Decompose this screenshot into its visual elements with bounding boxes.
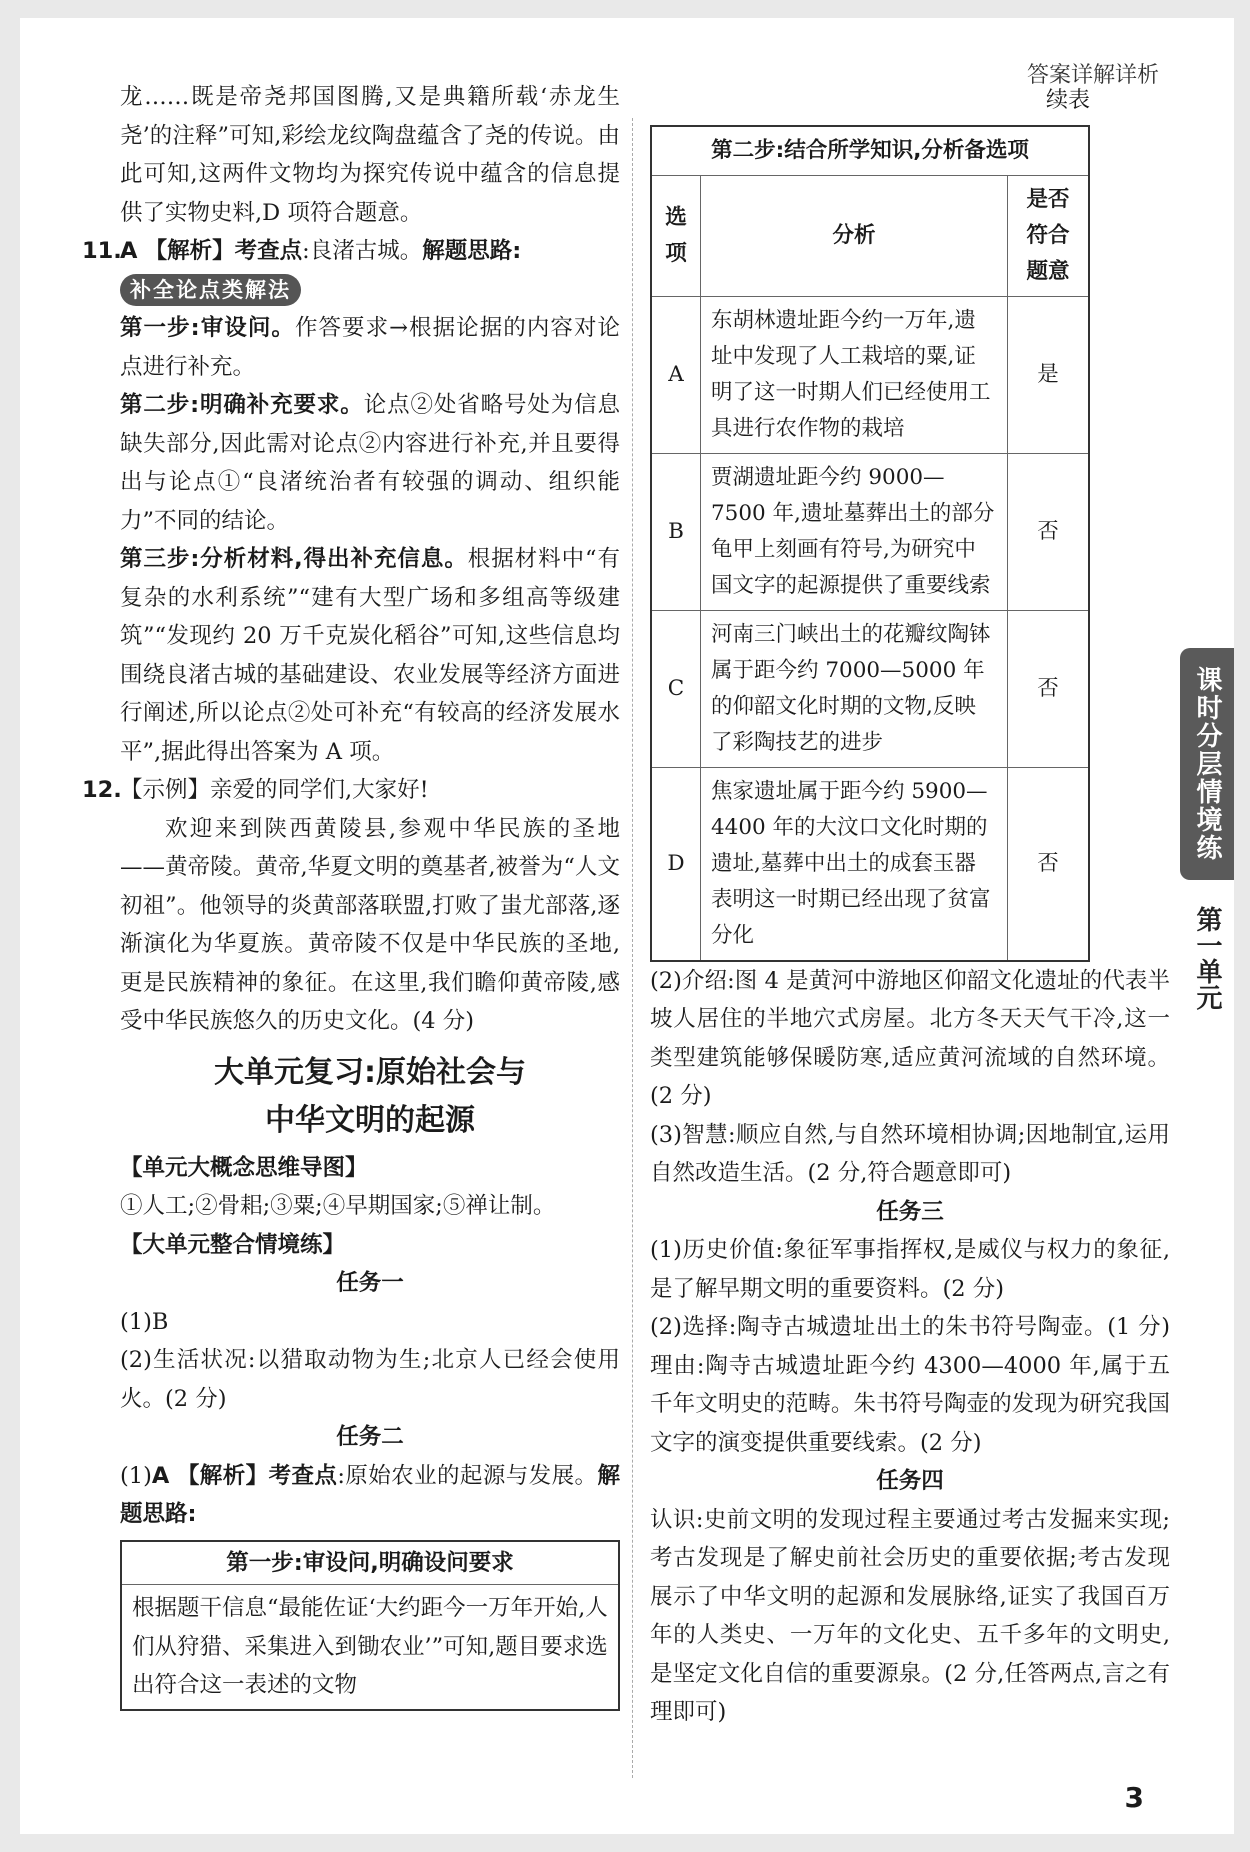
q11-step2-text: 论点②处省略号处为信息缺失部分,因此需对论点②内容进行补充,并且要得出与论点①“良渚统治者有较强的调动、组织能力”不同的结论。: [120, 392, 620, 534]
page-number: 3: [1124, 1781, 1144, 1814]
task2-kp-label: 考查点: [268, 1462, 338, 1489]
step1-box-body: 根据题干信息“最能佐证‘大约距今一万年开始,人们从狩猎、采集进入到锄农业’”可知,题目要求选出符合这一表述的文物: [132, 1595, 608, 1698]
row-option: D: [651, 767, 701, 961]
task3-title: 任务三: [876, 1198, 944, 1225]
q12-line1: [82, 771, 620, 810]
q11-step3-text: 根据材料中“有复杂的水利系统”“建有大型广场和多组高等级建筑”“发现约 20 万千克炭化稻谷”可知,这些信息均围绕良渚古城的基础建设、农业发展等经济方面进行阐述,所以论点②处可补充“有较高的经济发展水平”,据此得出答案为 A 项。: [120, 546, 620, 765]
task1-a2: (2)生活状况:以猎取动物为生;北京人已经会使用火。(2 分): [120, 1347, 620, 1412]
task2-title: 任务二: [336, 1424, 404, 1450]
review-title-line2: 中华文明的起源: [265, 1102, 475, 1138]
col-result: 是否符合题意: [1008, 175, 1090, 296]
row-result: 否: [1008, 767, 1090, 961]
task4-a1: 认识:史前文明的发现过程主要通过考古发掘来实现;考古发现是了解史前社会历史的重要依据;考古发现展示了中华文明的起源和发展脉络,证实了我国百万年的人类史、一万年的文化史、五千多年的文明史,是坚定文化自信的重要源泉。(2 分,任答两点,言之有理即可): [650, 1506, 1170, 1725]
q12-body: 欢迎来到陕西黄陵县,参观中华民族的圣地——黄帝陵。黄帝,华夏文明的奠基者,被誉为“人文初祖”。他领导的炎黄部落联盟,打败了蚩尤部落,逐渐演化为华夏族。黄帝陵不仅是中华民族的圣地,更是民族精神的象征。在这里,我们瞻仰黄帝陵,感受中华民族悠久的历史文化。(4 分): [120, 815, 620, 1034]
method-pill: 补全论点类解法: [120, 274, 301, 306]
task3-a2: (2)选择:陶寺古城遗址出土的朱书符号陶壶。(1 分)理由:陶寺古城遗址距今约 4300—4000 年,属于五千年文明史的范畴。朱书符号陶壶的发现为研究我国文字的演变提供重要线索。(2 分): [650, 1314, 1170, 1456]
q11-answer: A: [120, 238, 138, 264]
column-divider: [632, 118, 633, 1778]
task4-title: 任务四: [876, 1468, 944, 1494]
header-title: 答案详解详析: [1026, 63, 1159, 88]
mindmap-label: 【单元大概念思维导图】: [120, 1154, 368, 1181]
right-column: [650, 82, 1170, 1732]
q11-step3-label: 第三步:分析材料,得出补充信息。: [120, 546, 468, 572]
method-pill-row: [120, 271, 620, 310]
q11-step1: [120, 309, 620, 386]
table-step-head: 第二步:结合所学知识,分析备选项: [651, 126, 1089, 176]
q12-number: 12.: [82, 777, 122, 803]
task2-a1-prefix: (1): [120, 1462, 152, 1489]
task2-a1-tag: 【解析】: [176, 1462, 269, 1489]
side-unit: 第一单元: [1192, 906, 1222, 1010]
table-row: [651, 296, 1089, 453]
q11-step1-text: 作答要求→根据论据的内容对论点进行补充。: [120, 315, 620, 380]
q11-step2: [120, 386, 620, 540]
q11-path-label: 解题思路:: [422, 238, 522, 264]
q11-tag: 【解析】: [144, 238, 235, 264]
col-option: 选项: [651, 175, 701, 296]
analysis-table: [650, 125, 1090, 962]
col-analysis: 分析: [701, 175, 1008, 296]
row-analysis: 河南三门峡出土的花瓣纹陶钵属于距今约 7000—5000 年的仰韶文化时期的文物,反映了彩陶技艺的进步: [701, 610, 1008, 767]
row-option: C: [651, 610, 701, 767]
left-column: [82, 78, 620, 1711]
q11-step2-label: 第二步:明确补充要求。: [120, 392, 364, 418]
page: [20, 18, 1234, 1834]
row-analysis: 贾湖遗址距今约 9000—7500 年,遗址墓葬出土的部分龟甲上刻画有符号,为研究中国文字的起源提供了重要线索: [701, 453, 1008, 610]
task2-a1: [120, 1457, 620, 1534]
q11-step3: [120, 540, 620, 771]
q11-kp-label: 考查点: [234, 238, 303, 264]
row-result: 否: [1008, 610, 1090, 767]
row-option: B: [651, 453, 701, 610]
side-tab: 课时分层情境练: [1180, 648, 1234, 880]
q11-kp: :良渚古城。: [302, 238, 423, 264]
row-analysis: 焦家遗址属于距今约 5900—4400 年的大汶口文化时期的遗址,墓葬中出土的成套玉器表明这一时期已经出现了贫富分化: [701, 767, 1008, 961]
task2-a3: (3)智慧:顺应自然,与自然环境相协调;因地制宜,运用自然改造生活。(2 分,符合题意即可): [650, 1121, 1170, 1186]
row-result: 否: [1008, 453, 1090, 610]
task2-a2: (2)介绍:图 4 是黄河中游地区仰韶文化遗址的代表半坡人居住的半地穴式房屋。北方冬天天气干冷,这一类型建筑能够保暖防寒,适应黄河流域的自然环境。(2 分): [650, 967, 1170, 1109]
step1-box-head: 第一步:审设问,明确设问要求: [122, 1542, 618, 1586]
table-row: [651, 767, 1089, 961]
mindmap-answers: ①人工;②骨耜;③粟;④早期国家;⑤禅让制。: [120, 1193, 556, 1219]
step1-box: [120, 1540, 620, 1711]
table-row: [651, 610, 1089, 767]
review-title-line1: 大单元复习:原始社会与: [214, 1054, 526, 1090]
integration-label: 【大单元整合情境练】: [120, 1231, 346, 1258]
task2-kp: :原始农业的起源与发展。: [337, 1462, 598, 1489]
q11-number: 11.: [82, 238, 122, 264]
intro-paragraph: 龙……既是帝尧邦国图腾,又是典籍所载‘赤龙生尧’的注释”可知,彩绘龙纹陶盘蕴含了尧的传说。由此可知,这两件文物均为探究传说中蕴含的信息提供了实物史料,D 项符合题意。: [120, 84, 620, 226]
review-title: [120, 1049, 620, 1145]
row-option: A: [651, 296, 701, 453]
table-row: [651, 453, 1089, 610]
task3-a1: (1)历史价值:象征军事指挥权,是威仪与权力的象征,是了解早期文明的重要资料。(2 分): [650, 1237, 1170, 1302]
task1-a1: (1)B: [120, 1308, 169, 1335]
task2-path: 解题思路:: [120, 1462, 620, 1527]
q12-greeting: 【示例】亲爱的同学们,大家好!: [120, 777, 429, 803]
task1-title: 任务一: [336, 1270, 404, 1296]
q11-header: [82, 232, 620, 271]
row-analysis: 东胡林遗址距今约一万年,遗址中发现了人工栽培的粟,证明了这一时期人们已经使用工具进行农作物的栽培: [701, 296, 1008, 453]
continued-label: 续表: [1045, 88, 1090, 113]
task2-a1-answer: A: [151, 1462, 170, 1489]
q11-step1-label: 第一步:审设问。: [120, 315, 295, 341]
row-result: 是: [1008, 296, 1090, 453]
table-step-row: [651, 126, 1089, 176]
table-header-row: [651, 175, 1089, 296]
